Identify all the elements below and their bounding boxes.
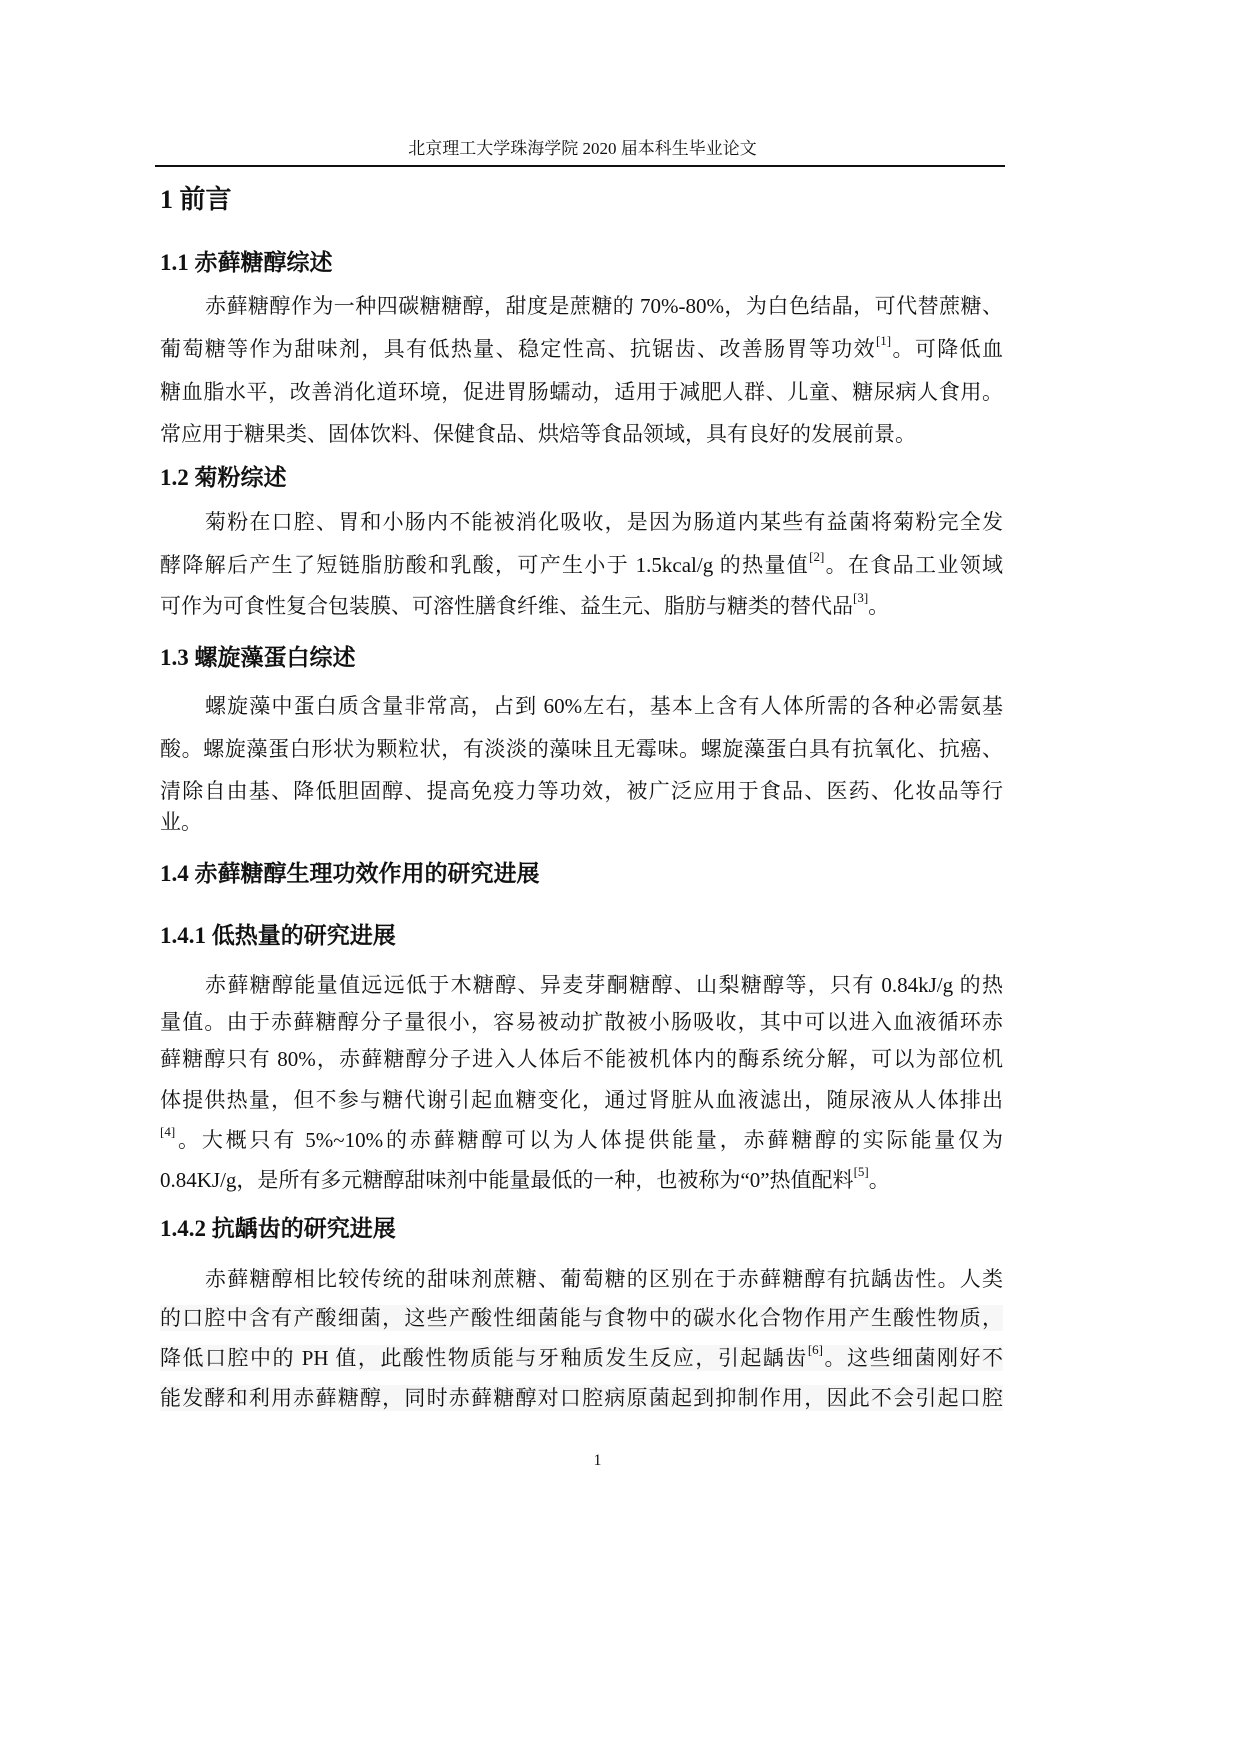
citation-ref: [2] <box>809 549 825 564</box>
citation-ref: [5] <box>853 1164 869 1179</box>
paragraph-line <box>160 1164 1003 1193</box>
text-run: 可作为可食性复合包装膜、可溶性膳食纤维、益生元、脂肪与糖类的替代品 <box>160 594 853 618</box>
text-run: 能发酵和利用赤藓糖醇，同时赤藓糖醇对口腔病原菌起到抑制作用，因此不会引起口腔 <box>160 1386 1003 1410</box>
text-run: 赤藓糖醇相比较传统的甜味剂蔗糖、葡萄糖的区别在于赤藓糖醇有抗龋齿性。人类 <box>205 1267 1003 1291</box>
paragraph-line <box>160 1087 1003 1113</box>
paragraph-line <box>160 1046 1003 1072</box>
citation-ref: [3] <box>853 590 869 605</box>
section-heading: 1.2 菊粉综述 <box>160 465 287 490</box>
text-run: 葡萄糖等作为甜味剂，具有低热量、稳定性高、抗锯齿、改善肠胃等功效 <box>160 337 876 361</box>
section-heading: 1.4 赤藓糖醇生理功效作用的研究进展 <box>160 861 540 886</box>
paragraph-line <box>160 379 1003 405</box>
header-rule <box>155 165 1005 167</box>
citation-ref: [1] <box>875 333 892 348</box>
paragraph-line <box>160 1342 1004 1371</box>
paragraph-line <box>160 972 1003 998</box>
paragraph-line <box>160 693 1003 719</box>
paragraph-line <box>160 1124 1003 1153</box>
text-run: 。在食品工业领域 <box>824 553 1004 577</box>
text-run: 赤藓糖醇能量值远远低于木糖醇、异麦芽酮糖醇、山梨糖醇等，只有 0.84kJ/g 的热 <box>205 973 1003 997</box>
citation-ref: [4] <box>160 1124 176 1139</box>
text-run: 清除自由基、降低胆固醇、提高免疫力等功效，被广泛应用于食品、医药、化妆品等行 <box>160 779 1003 803</box>
text-run: 酵降解后产生了短链脂肪酸和乳酸，可产生小于 1.5kcal/g 的热量值 <box>160 553 810 577</box>
paragraph-line <box>160 809 1003 835</box>
paragraph-line <box>160 736 1003 762</box>
text-run: 降低口腔中的 PH 值，此酸性物质能与牙釉质发生反应，引起龋齿 <box>160 1346 808 1370</box>
text-run: 赤藓糖醇作为一种四碳糖糖醇，甜度是蔗糖的 70%-80%，为白色结晶，可代替蔗糖、 <box>205 294 1003 318</box>
text-run: 。可降低血 <box>891 337 1004 361</box>
section-heading: 1.3 螺旋藻蛋白综述 <box>160 645 356 670</box>
text-run: 螺旋藻中蛋白质含量非常高，占到 60%左右，基本上含有人体所需的各种必需氨基 <box>205 694 1003 718</box>
text-run: 。大概只有 5%~10%的赤藓糖醇可以为人体提供能量，赤藓糖醇的实际能量仅为 <box>175 1128 1003 1152</box>
citation-ref: [6] <box>807 1342 824 1357</box>
running-header: 北京理工大学珠海学院 2020 届本科生毕业论文 <box>408 139 757 158</box>
paragraph-line <box>160 1305 1003 1331</box>
text-run: 0.84KJ/g，是所有多元糖醇甜味剂中能量最低的一种，也被称为“0”热值配料 <box>160 1168 854 1192</box>
paragraph-line <box>160 293 1003 319</box>
text-run: 。 <box>868 1168 890 1192</box>
paragraph-line <box>160 549 1004 578</box>
text-run: 量值。由于赤藓糖醇分子量很小，容易被动扩散被小肠吸收，其中可以进入血液循环赤 <box>160 1010 1003 1034</box>
text-run: 的口腔中含有产酸细菌，这些产酸性细菌能与食物中的碳水化合物作用产生酸性物质， <box>160 1306 1003 1330</box>
paragraph-line <box>160 333 1004 362</box>
page-number: 1 <box>593 1452 602 1469</box>
text-run: 常应用于糖果类、固体饮料、保健食品、烘焙等食品领域，具有良好的发展前景。 <box>160 422 916 446</box>
text-run: 。 <box>868 594 890 618</box>
paragraph-line <box>160 778 1003 804</box>
paragraph-line <box>160 421 1003 447</box>
paragraph-line <box>160 1009 1003 1035</box>
text-run: 藓糖醇只有 80%，赤藓糖醇分子进入人体后不能被机体内的酶系统分解，可以为部位机 <box>160 1047 1003 1071</box>
text-run: 体提供热量，但不参与糖代谢引起血糖变化，通过肾脏从血液滤出，随尿液从人体排出 <box>160 1088 1003 1112</box>
text-run: 糖血脂水平，改善消化道环境，促进胃肠蠕动，适用于减肥人群、儿童、糖尿病人食用。 <box>160 380 1003 404</box>
paragraph-line <box>160 1266 1003 1292</box>
paragraph-line <box>160 1385 1003 1411</box>
text-run: 菊粉在口腔、胃和小肠内不能被消化吸收，是因为肠道内某些有益菌将菊粉完全发 <box>205 510 1003 534</box>
text-run: 。这些细菌刚好不 <box>823 1346 1004 1370</box>
text-run: 酸。螺旋藻蛋白形状为颗粒状，有淡淡的藻味且无霉味。螺旋藻蛋白具有抗氧化、抗癌、 <box>160 737 1003 761</box>
section-heading: 1.4.2 抗龋齿的研究进展 <box>160 1216 396 1241</box>
paragraph-line <box>160 509 1003 535</box>
paragraph-line <box>160 590 1003 619</box>
section-heading: 1.1 赤藓糖醇综述 <box>160 250 333 275</box>
section-heading: 1.4.1 低热量的研究进展 <box>160 923 396 948</box>
text-run: 业。 <box>160 810 202 834</box>
chapter-title: 1 前言 <box>160 185 232 214</box>
